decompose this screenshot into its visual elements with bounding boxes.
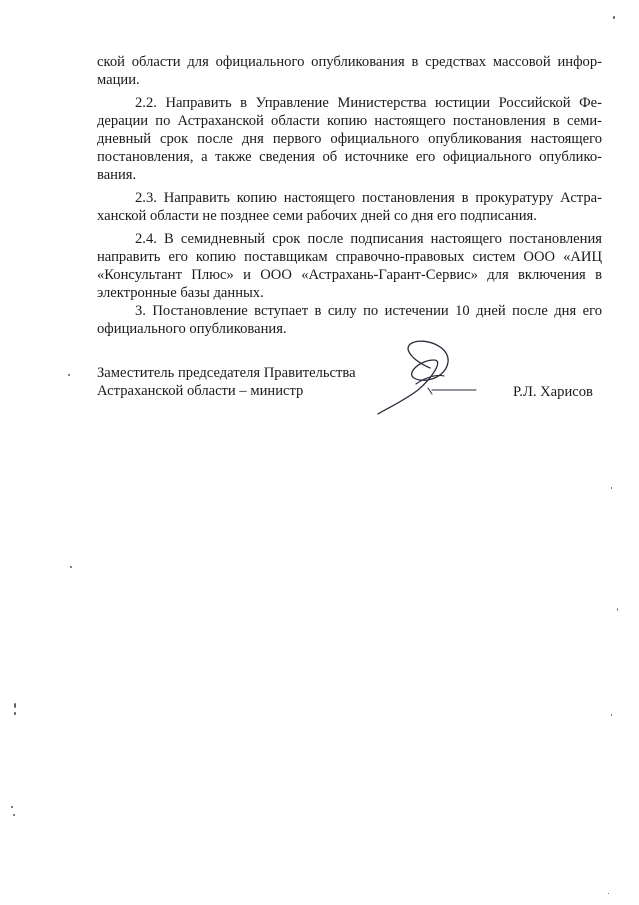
text-line: вания. bbox=[97, 167, 137, 183]
text-line: дневный срок после дня первого официального опубликования настоящего bbox=[97, 131, 602, 147]
text-line: 2.3. Направить копию настоящего постановления в прокуратуру Астра- bbox=[135, 190, 602, 206]
scan-speck bbox=[613, 16, 615, 19]
text-line: 2.2. Направить в Управление Министерства юстиции Российской Фе- bbox=[135, 95, 602, 111]
text-line: ской области для официального опубликования в средствах массовой инфор- bbox=[97, 54, 602, 70]
handwritten-signature bbox=[372, 338, 482, 420]
text-line: мации. bbox=[97, 72, 140, 88]
text-line: 2.4. В семидневный срок после подписания настоящего постановления bbox=[135, 231, 602, 247]
scan-speck bbox=[608, 893, 609, 894]
signatory-name: Р.Л. Харисов bbox=[513, 384, 593, 400]
scan-speck bbox=[14, 712, 16, 715]
scan-speck bbox=[611, 487, 612, 489]
text-line: электронные базы данных. bbox=[97, 285, 264, 301]
signatory-position-line1: Заместитель председателя Правительства bbox=[97, 365, 356, 381]
scan-speck bbox=[11, 806, 13, 808]
scan-speck bbox=[68, 374, 70, 376]
scan-speck bbox=[70, 566, 72, 568]
text-line: дерации по Астраханской области копию настоящего постановления в семи- bbox=[97, 113, 602, 129]
scan-speck bbox=[617, 608, 618, 611]
scan-speck bbox=[13, 814, 15, 816]
text-line: «Консультант Плюс» и ООО «Астрахань-Гарант-Сервис» для включения в bbox=[97, 267, 602, 283]
scan-speck bbox=[611, 714, 612, 716]
signatory-position-line2: Астраханской области – министр bbox=[97, 383, 304, 399]
signatory-position bbox=[97, 364, 356, 400]
text-line: постановления, а также сведения об источнике его официального опублико- bbox=[97, 149, 602, 165]
text-line: официального опубликования. bbox=[97, 321, 287, 337]
text-line: 3. Постановление вступает в силу по истечении 10 дней после дня его bbox=[135, 303, 602, 319]
text-line: направить его копию поставщикам справочно-правовых систем ООО «АИЦ bbox=[97, 249, 602, 265]
text-line: ханской области не позднее семи рабочих дней со дня его подписания. bbox=[97, 208, 537, 224]
scan-speck bbox=[14, 703, 16, 708]
